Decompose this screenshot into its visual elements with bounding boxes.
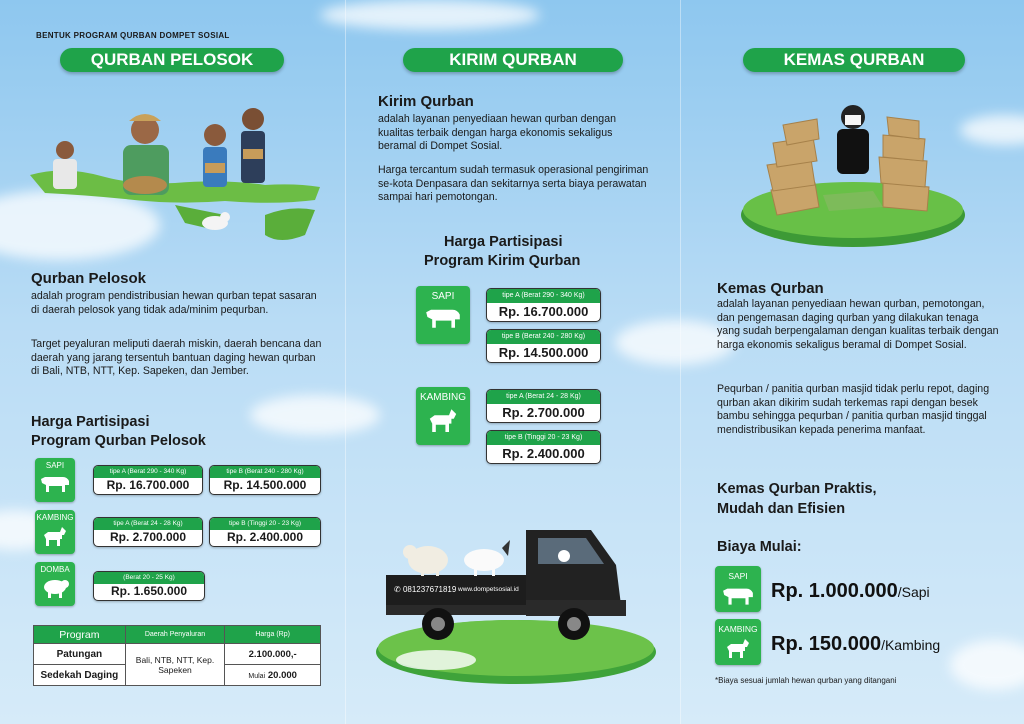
price-value: Rp. 2.700.000 (502, 405, 585, 420)
pelosok-kambing-a-price (93, 517, 203, 547)
table-cell (225, 665, 321, 686)
table-header: Harga (Rp) (225, 626, 321, 644)
truck-website: www.dompetsosial.id (458, 586, 519, 593)
truck-illustration (366, 520, 666, 695)
pelosok-kambing-badge (35, 510, 75, 554)
table-cell: Bali, NTB, NTT, Kep. Sapeken (125, 644, 225, 686)
panel-kirim-qurban (345, 0, 680, 724)
pelosok-harga-line2: Program Qurban Pelosok (31, 433, 206, 449)
pelosok-domba-label: DOMBA (40, 565, 70, 574)
pill-qurban-pelosok: QURBAN PELOSOK (60, 48, 284, 72)
kemas-sub-line2: Mudah dan Efisien (717, 501, 846, 517)
price-value: Rp. 14.500.000 (223, 478, 307, 492)
pelosok-program-table (33, 625, 321, 686)
pill-kirim-qurban: KIRIM QURBAN (403, 48, 623, 72)
table-row (34, 644, 321, 665)
kemas-biaya-label: Biaya Mulai: (717, 539, 802, 555)
kirim-sapi-badge (416, 286, 470, 344)
pelosok-title: Qurban Pelosok (31, 270, 147, 287)
kemas-footnote: *Biaya sesuai jumlah hewan qurban yang ditangani (715, 676, 897, 685)
truck-phone (394, 585, 456, 594)
harga-prefix: Mulai (248, 672, 266, 680)
pelosok-sapi-badge (35, 458, 75, 502)
price-tag: (Berat 20 - 25 Kg) (94, 572, 204, 584)
kirim-harga-line1: Harga Partisipasi (444, 234, 563, 250)
kirim-kambing-a-price (486, 389, 601, 423)
price-tag: tipe A (Berat 24 - 28 Kg) (487, 390, 600, 404)
kemas-title: Kemas Qurban (717, 280, 824, 297)
kirim-kambing-badge (416, 387, 470, 445)
kirim-sapi-b-price (486, 329, 601, 363)
kemas-packaging-illustration (733, 95, 973, 255)
price-value: Rp. 16.700.000 (498, 304, 589, 319)
price-value: Rp. 1.650.000 (110, 584, 188, 598)
panel-kemas-qurban (680, 0, 1024, 724)
table-header: Daerah Penyaluran (125, 626, 225, 644)
kemas-sapi-price-value: Rp. 1.000.000 (771, 580, 898, 602)
kemas-note: Pequrban / panitia qurban masjid tidak perlu repot, daging qurban akan dikirim sudah terkemas rapi dengan besek bambu sehingga pequrban / panitia qurban masjid tinggal mendistribusikan kepada penerima manfaat. (717, 383, 990, 436)
table-header-row (34, 626, 321, 644)
whatsapp-icon: ✆ (394, 585, 401, 594)
price-tag: tipe A (Berat 24 - 28 Kg) (94, 518, 202, 530)
goat-icon (425, 406, 461, 434)
price-tag: tipe A (Berat 290 - 340 Kg) (487, 289, 600, 303)
pelosok-domba-price (93, 571, 205, 601)
price-tag: tipe A (Berat 290 - 340 Kg) (94, 466, 202, 478)
kemas-kambing-badge (715, 619, 761, 665)
cow-icon (721, 584, 755, 606)
kemas-kambing-price-value: Rp. 150.000 (771, 633, 882, 655)
table-cell: Patungan (34, 644, 126, 665)
price-value: Rp. 16.700.000 (106, 478, 190, 492)
kirim-sapi-a-price (486, 288, 601, 322)
pelosok-sapi-b-price (209, 465, 321, 495)
kemas-sub-line1: Kemas Qurban Praktis, (717, 481, 877, 497)
kemas-sapi-price (771, 580, 930, 603)
kirim-sapi-label: SAPI (431, 291, 455, 302)
kemas-kambing-label: KAMBING (718, 624, 758, 634)
price-value: Rp. 14.500.000 (498, 345, 589, 360)
pelosok-sapi-a-price (93, 465, 203, 495)
section-header: BENTUK PROGRAM QURBAN DOMPET SOSIAL (36, 31, 230, 40)
pill-kemas-qurban: KEMAS QURBAN (743, 48, 965, 72)
pelosok-sapi-label: SAPI (45, 461, 65, 470)
table-header: Program (34, 626, 126, 644)
kirim-kambing-b-price (486, 430, 601, 464)
price-tag: tipe B (Tinggi 20 - 23 Kg) (487, 431, 600, 445)
kirim-note: Harga tercantum sudah termasuk operasional pengiriman se-kota Denpasara dan sekitarnya serta biaya perawatan sampai hari pemotongan. (378, 164, 649, 204)
kirim-title: Kirim Qurban (378, 93, 474, 110)
sheep-icon (40, 577, 70, 599)
price-tag: tipe B (Berat 240 - 280 Kg) (210, 466, 320, 478)
pelosok-map-illustration (25, 105, 325, 255)
kemas-sapi-badge (715, 566, 761, 612)
kirim-description: adalah layanan penyediaan hewan qurban dengan kualitas terbaik dengan harga ekonomis sekaligus beramal di Dompet Sosial. (378, 113, 616, 153)
table-cell: 2.100.000,- (225, 644, 321, 665)
cow-icon (39, 473, 71, 493)
kemas-sapi-label: SAPI (728, 571, 748, 581)
kemas-sapi-unit: /Sapi (897, 584, 930, 600)
pelosok-kambing-label: KAMBING (36, 513, 74, 522)
pelosok-harga-line1: Harga Partisipasi (31, 414, 150, 430)
price-value: Rp. 2.400.000 (226, 530, 304, 544)
price-tag: tipe B (Tinggi 20 - 23 Kg) (210, 518, 320, 530)
price-tag: tipe B (Berat 240 - 280 Kg) (487, 330, 600, 344)
kirim-kambing-label: KAMBING (419, 392, 467, 403)
harga-value: 20.000 (267, 669, 297, 681)
cow-icon (423, 305, 463, 329)
pelosok-domba-badge (35, 562, 75, 606)
table-cell: Sedekah Daging (34, 665, 126, 686)
kemas-description: adalah layanan penyediaan hewan qurban, pemotongan, dan pengemasan daging qurban yang dilakukan tenaga yang sudah berpengalaman dengan kualitas terbaik dengan harga ekonomis sekaligus beramal di Dompet Sosial. (717, 298, 999, 351)
pelosok-kambing-b-price (209, 517, 321, 547)
pelosok-description: adalah program pendistribusian hewan qurban tepat sasaran di daerah pelosok yang tidak ada/minim pequrban. (31, 290, 317, 316)
pelosok-target: Target peyaluran meliputi daerah miskin, daerah bencana dan daerah yang jarang tersentuh bantuan daging hewan qurban di Bali, NTB, NTT, Kep. Sapeken, dan Jember. (31, 338, 322, 378)
goat-icon (40, 525, 70, 547)
goat-icon (723, 637, 753, 659)
kemas-kambing-unit: /Kambing (881, 637, 941, 653)
panel-qurban-pelosok (0, 0, 345, 724)
kemas-kambing-price (771, 633, 940, 656)
truck-phone-number: 081237671819 (402, 585, 457, 594)
price-value: Rp. 2.400.000 (502, 446, 585, 461)
kirim-harga-line2: Program Kirim Qurban (424, 253, 581, 269)
price-value: Rp. 2.700.000 (109, 530, 187, 544)
